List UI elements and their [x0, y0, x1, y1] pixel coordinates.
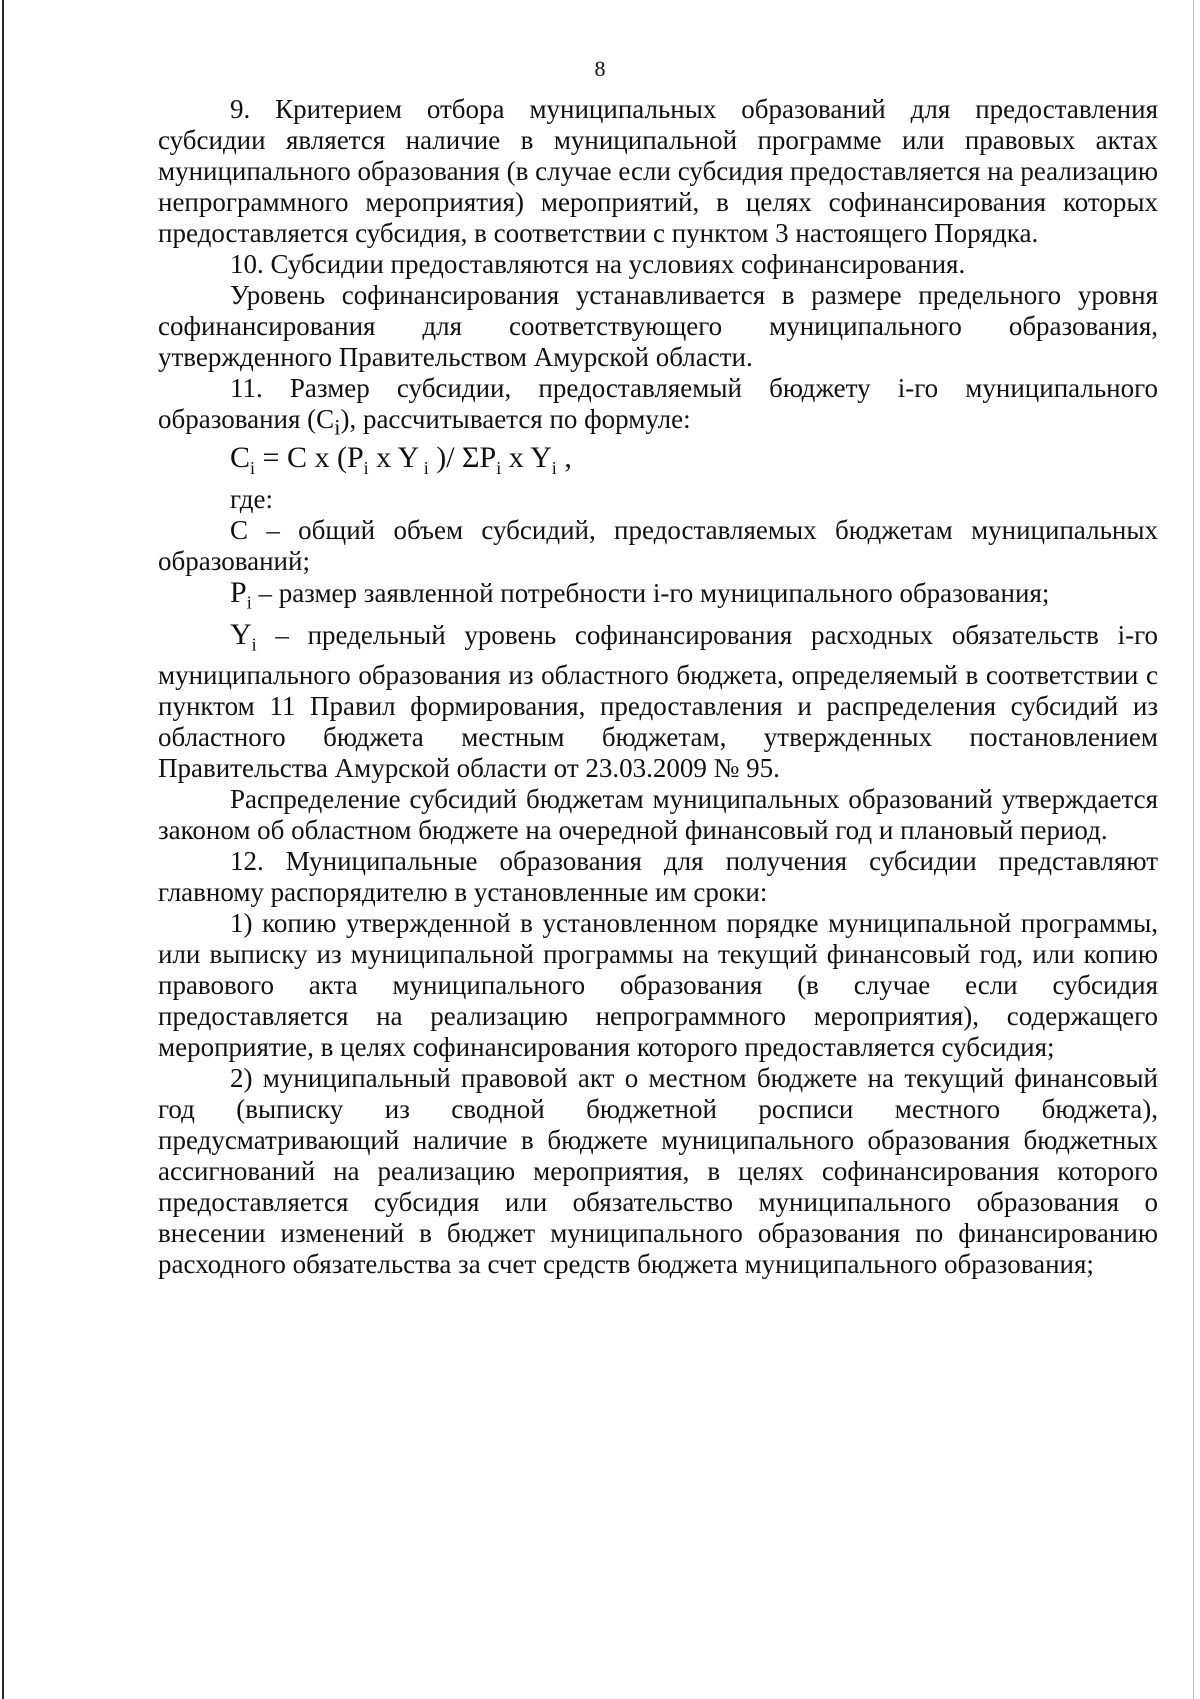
- formula-div: )/ ΣP: [428, 441, 497, 475]
- definition-y-sub: i: [251, 634, 257, 655]
- formula-x2: x Y: [501, 441, 552, 475]
- paragraph-11-post: ), рассчитывается по формуле:: [340, 404, 691, 434]
- definition-y-text: – предельный уровень софинансирования расходных обязательств i-го муниципального образования из областного бюджета, определяемый в соответствии с пунктом 11 Правил формирования, предоставления и распределения субсидий из областного бюджета местным бюджетам, утвержденных постановлением Правительства Амурской области от 23.03.2009 № 95.: [158, 619, 1158, 784]
- scan-edge-right: [1193, 0, 1194, 1699]
- document-body: [158, 94, 1158, 1280]
- definition-c: C – общий объем субсидий, предоставляемых бюджетам муниципальных образований;: [158, 515, 1158, 577]
- formula-y-sub2: i: [551, 458, 557, 479]
- scan-edge-left: [2, 0, 4, 1699]
- paragraph-10-cofinancing-level: Уровень софинансирования устанавливается в размере предельного уровня софинансирования для соответствующего муниципального образования, утвержденного Правительством Амурской области.: [158, 280, 1158, 372]
- definition-p-symbol: P: [230, 576, 247, 610]
- paragraph-12-item-2: 2) муниципальный правовой акт о местном бюджете на текущий финансовый год (выписку из сводной бюджетной росписи местного бюджета), предусматривающий наличие в бюджете муниципального образования бюджетных ассигнований на реализацию мероприятия, в целях софинансирования которого предоставляется субсидия или обязательство муниципального образования о внесении изменений в бюджет муниципального образования по финансированию расходного обязательства за счет средств бюджета муниципального образования;: [158, 1063, 1158, 1280]
- formula-x1: x Y: [368, 441, 420, 475]
- paragraph-12-item-1: 1) копию утвержденной в установленном порядке муниципальной программы, или выписку из муниципальной программы на текущий финансовый год, или копию правового акта муниципального образования (в случае если субсидия предоставляется на реализацию непрограммного мероприятия), содержащего мероприятие, в целях софинансирования которого предоставляется субсидия;: [158, 908, 1158, 1063]
- paragraph-11: [158, 373, 1158, 442]
- formula-eq: = C x (P: [255, 441, 364, 475]
- paragraph-9: 9. Критерием отбора муниципальных образований для предоставления субсидии является наличие в муниципальной программе или правовых актах муниципального образования (в случае если субсидия предоставляется на реализацию непрограммного мероприятия) мероприятий, в целях софинансирования которых предоставляется субсидия, в соответствии с пунктом 3 настоящего Порядка.: [158, 94, 1158, 248]
- formula-lhs-sub: i: [250, 458, 256, 479]
- formula-p-sub2: i: [496, 458, 502, 479]
- distribution-paragraph: Распределение субсидий бюджетам муниципальных образований утверждается законом об областном бюджете на очередной финансовый год и плановый период.: [158, 784, 1158, 846]
- definition-p: [158, 577, 1158, 618]
- paragraph-11-pre: 11. Размер субсидии, предоставляемый бюджету i-го муниципального образования (C: [158, 373, 1158, 434]
- where-label: где:: [230, 484, 273, 515]
- definition-y-symbol: Y: [230, 617, 252, 651]
- paragraph-12: 12. Муниципальные образования для получения субсидии представляют главному распорядителю в установленные им сроки:: [158, 846, 1158, 908]
- formula-lhs: C: [230, 441, 251, 475]
- formula-y-sub1: i: [419, 458, 429, 479]
- definition-p-text: – размер заявленной потребности i-го муниципального образования;: [251, 578, 1050, 609]
- definition-y: [158, 619, 1158, 784]
- page-number: 8: [594, 56, 606, 81]
- formula-p-sub1: i: [363, 458, 369, 479]
- paragraph-10: 10. Субсидии предоставляются на условиях софинансирования.: [230, 249, 966, 279]
- definition-p-sub: i: [246, 592, 252, 613]
- formula-end: ,: [556, 441, 572, 475]
- formula: [158, 442, 1158, 484]
- paragraph-11-sub: i: [334, 414, 341, 440]
